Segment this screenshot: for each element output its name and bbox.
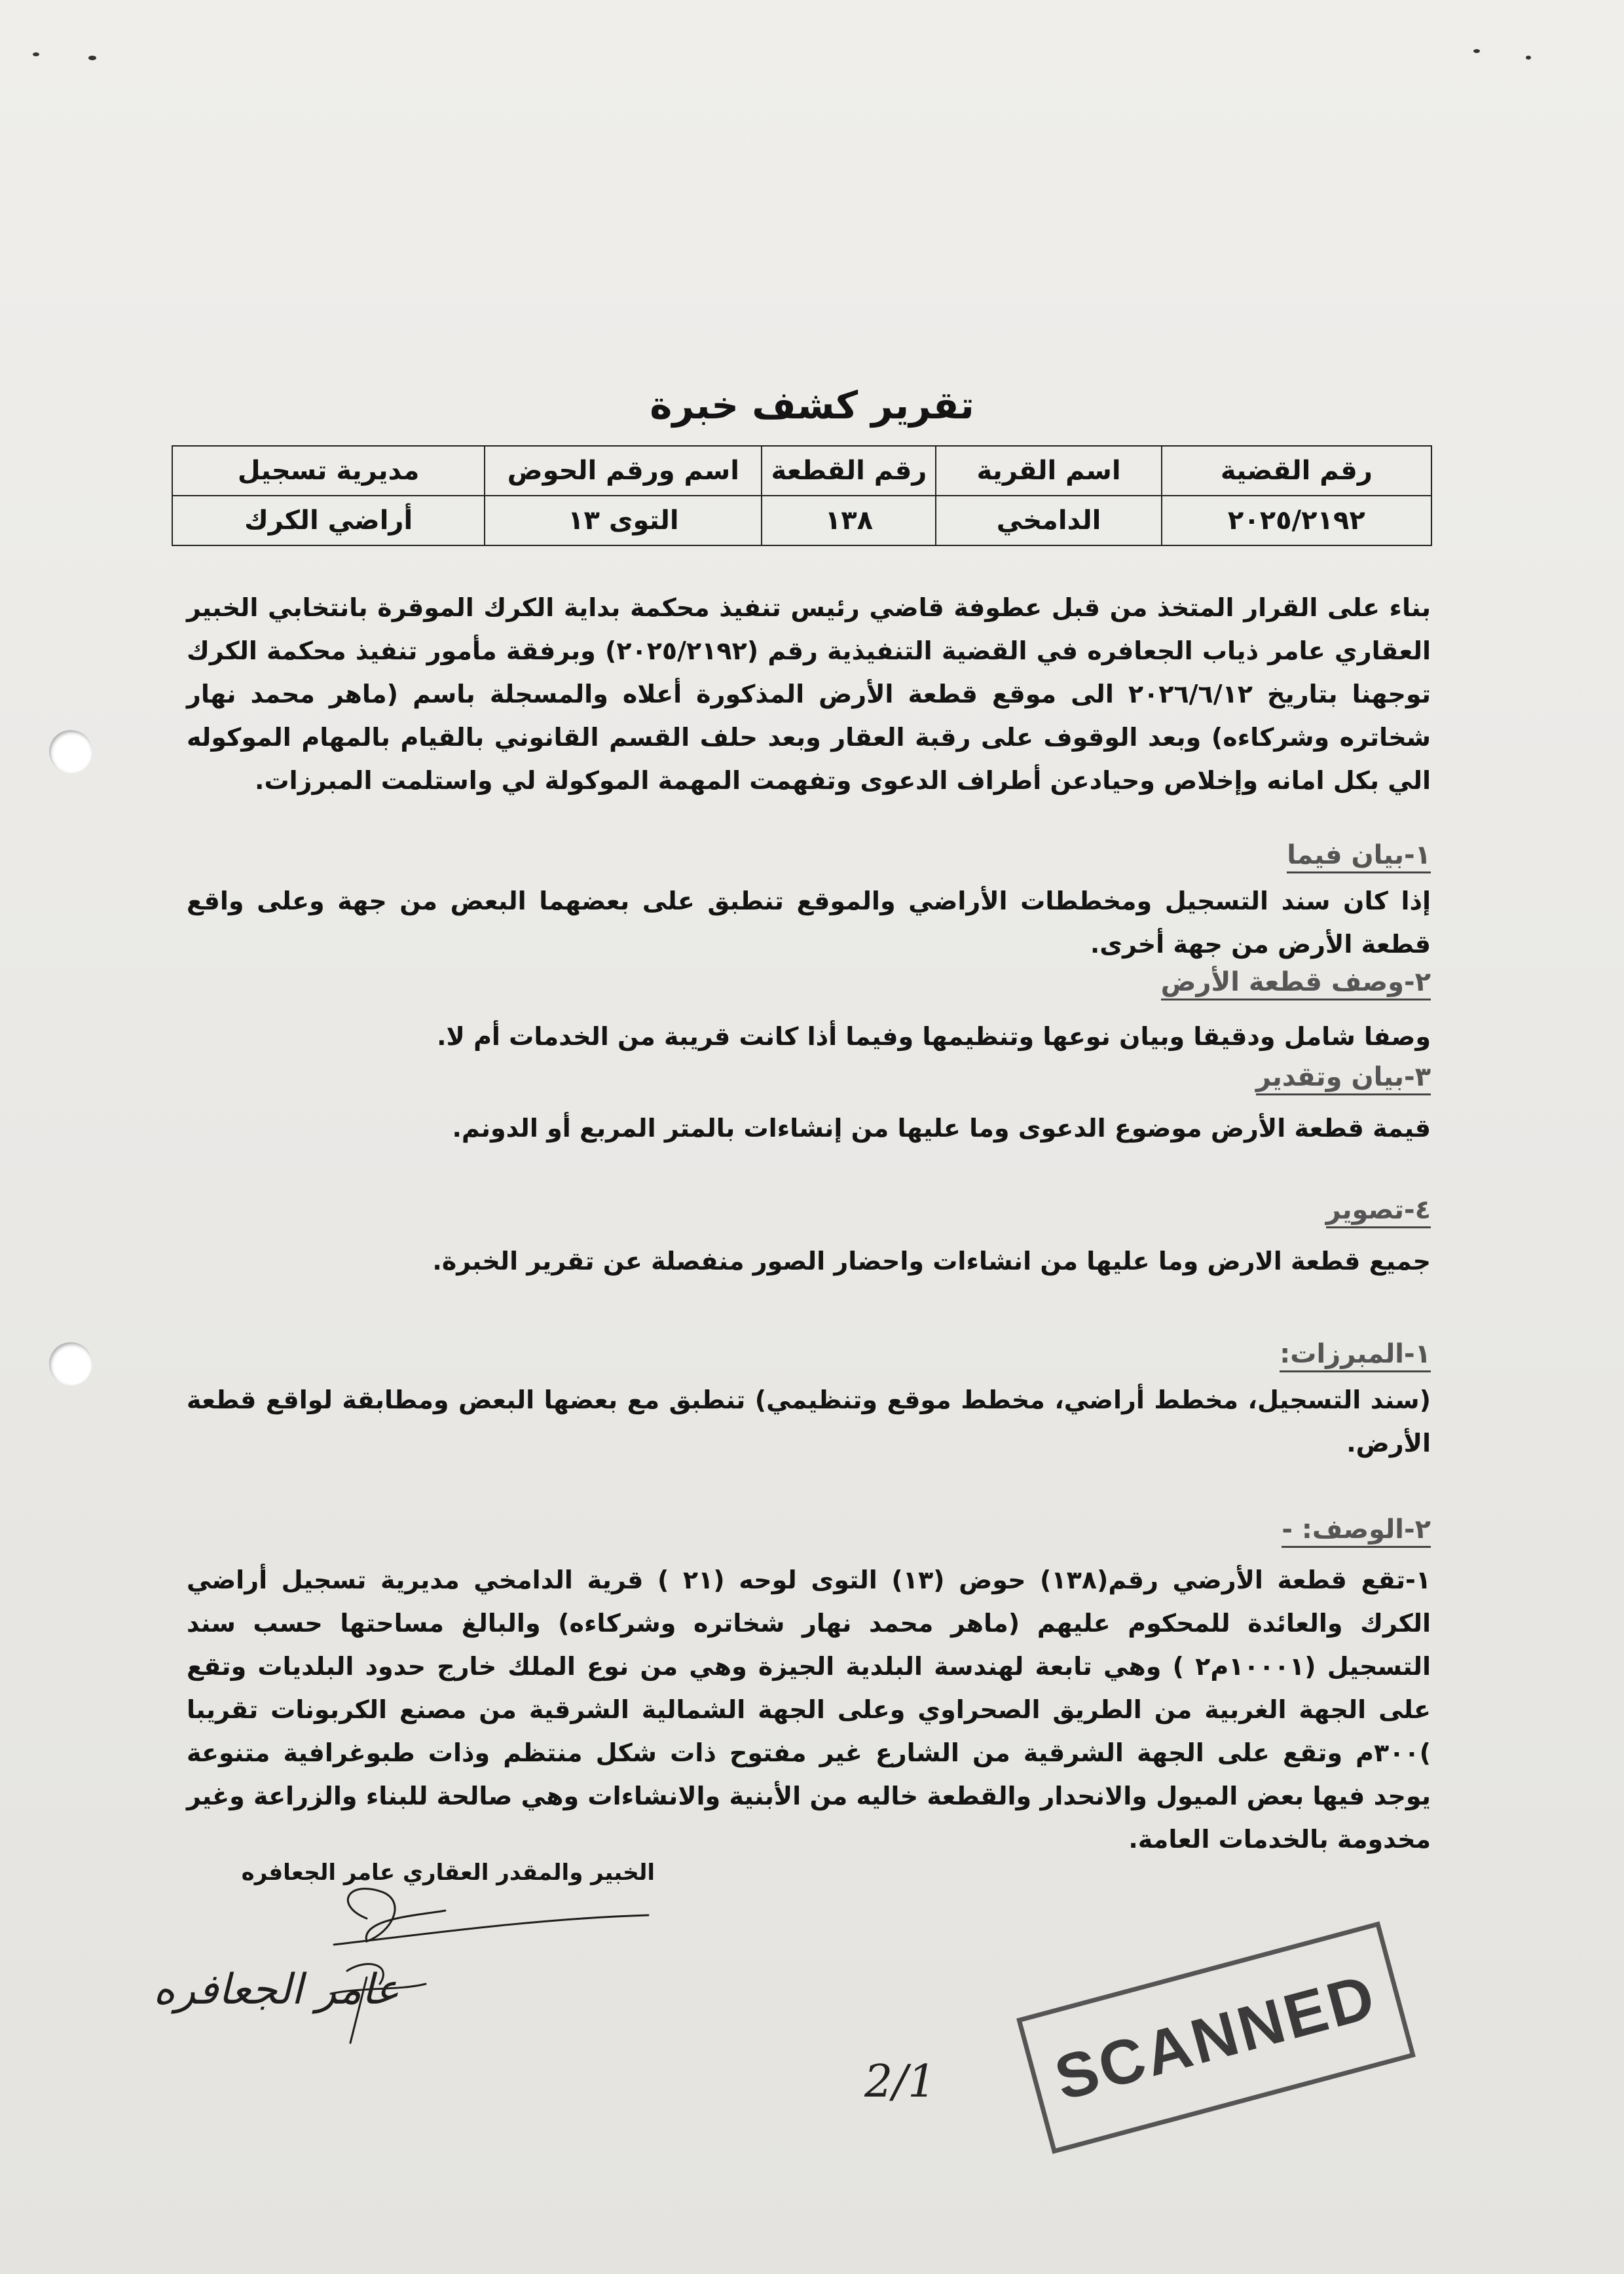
exhibits-heading: [1280, 1339, 1431, 1369]
task-2-heading: [1161, 967, 1431, 997]
header-directorate: مديرية تسجيل: [172, 446, 485, 496]
cell-plot-number: ١٣٨: [762, 496, 936, 545]
page-number: 2/1: [864, 2056, 936, 2108]
header-case-number: رقم القضية: [1162, 446, 1431, 496]
intro-paragraph: بناء على القرار المتخذ من قبل عطوفة قاضي رئيس تنفيذ محكمة بداية الكرك الموقرة بانتخابي الخبير العقاري عامر ذياب الجعافره في القضية التنفيذية رقم (٢٠٢٥/٢١٩٢) وبرفقة مأمور تنفيذ محكمة الكرك توجهنا بتاريخ ٢٠٢٦/٦/١٢ الى موقع قطعة الأرض المذكورة أعلاه والمسجلة باسم (ماهر محمد نهار شخاتره وشركاءه) وبعد الوقوف على رقبة العقار وبعد حلف القسم القانوني بالقيام بالمهام الموكوله الي بكل امانه وإخلاص وحيادعن أطراف الدعوى وتفهمت المهمة الموكولة لي واستلمت المبرزات.: [187, 593, 1431, 795]
description-heading: [1282, 1514, 1431, 1545]
cell-village: الدامخي: [936, 496, 1161, 545]
scan-speck: [1473, 49, 1480, 53]
exhibits-heading-text: ١-المبرزات:: [1280, 1339, 1431, 1372]
task-1-heading: [1287, 840, 1431, 870]
task-4-heading-text: ٤-تصوير: [1326, 1195, 1431, 1228]
scan-speck: [1526, 56, 1531, 60]
cell-case-number: ٢٠٢٥/٢١٩٢: [1162, 496, 1431, 545]
description-heading-text: ٢-الوصف: -: [1282, 1514, 1431, 1548]
case-info-table: [172, 445, 1432, 546]
signatory-title: الخبير والمقدر العقاري عامر الجعافره: [241, 1860, 655, 1886]
report-title: تقرير كشف خبرة: [650, 383, 974, 428]
task-3-heading-text: ٣-بيان وتقدير: [1256, 1062, 1431, 1095]
task-2-heading-text: ٢-وصف قطعة الأرض: [1161, 967, 1431, 1000]
header-plot-number: رقم القطعة: [762, 446, 936, 496]
table-header-row: [172, 446, 1431, 496]
task-4-text: جميع قطعة الارض وما عليها من انشاءات واحضار الصور منفصلة عن تقرير الخبرة.: [432, 1247, 1431, 1275]
task-2-text: وصفا شامل ودقيقا وبيان نوعها وتنظيمها وفيما أذا كانت قريبة من الخدمات أم لا.: [437, 1022, 1431, 1051]
table-row: [172, 496, 1431, 545]
handwritten-signature: [153, 1879, 674, 2076]
punch-hole-top: [49, 730, 92, 773]
cell-basin: التوى ١٣: [485, 496, 762, 545]
signature-script: عامر الجعافره: [153, 1966, 399, 2014]
task-1-text: إذا كان سند التسجيل ومخططات الأراضي والموقع تنطبق على بعضهما البعض من جهة وعلى واقع قطعة الأرض من جهة أخرى.: [187, 887, 1431, 959]
header-village: اسم القرية: [936, 446, 1161, 496]
scanned-stamp: SCANNED: [1016, 1921, 1416, 2154]
task-3-heading: [1256, 1062, 1431, 1092]
punch-hole-bottom: [49, 1342, 92, 1385]
cell-directorate: أراضي الكرك: [172, 496, 485, 545]
exhibits-text: (سند التسجيل، مخطط أراضي، مخطط موقع وتنظيمي) تنطبق مع بعضها البعض ومطابقة لواقع قطعة الأرض.: [187, 1385, 1431, 1458]
scan-speck: [88, 56, 96, 60]
header-basin: اسم ورقم الحوض: [485, 446, 762, 496]
task-4-heading: [1326, 1195, 1431, 1225]
scan-speck: [33, 52, 39, 56]
task-3-text: قيمة قطعة الأرض موضوع الدعوى وما عليها من إنشاءات بالمتر المربع أو الدونم.: [452, 1114, 1431, 1143]
description-text: ١-تقع قطعة الأرضي رقم(١٣٨) حوض (١٣) التوى لوحه (٢١ ) قرية الدامخي مديرية تسجيل أراضي الكرك والعائدة للمحكوم عليهم (ماهر محمد نهار شخاتره وشركاءه) والبالغ مساحتها حسب سند التسجيل (١٠٠٠١م٢ ) وهي تابعة لهندسة البلدية الجيزة وهي من نوع الملك خارج حدود البلديات وتقع على الجهة الغربية من الطريق الصحراوي وعلى الجهة الشمالية الشرقية من مصنع الكربونات تقريبا )٣٠٠م وتقع على الجهة الشرقية من الشارع غير مفتوح ذات شكل منتظم وذات طبوغرافية متنوعة يوجد فيها بعض الميول والانحدار والقطعة خاليه من الأبنية والانشاءات وهي صالحة للبناء والزراعة وغير مخدومة بالخدمات العامة.: [187, 1566, 1431, 1854]
task-1-heading-text: ١-بيان فيما: [1287, 840, 1431, 873]
